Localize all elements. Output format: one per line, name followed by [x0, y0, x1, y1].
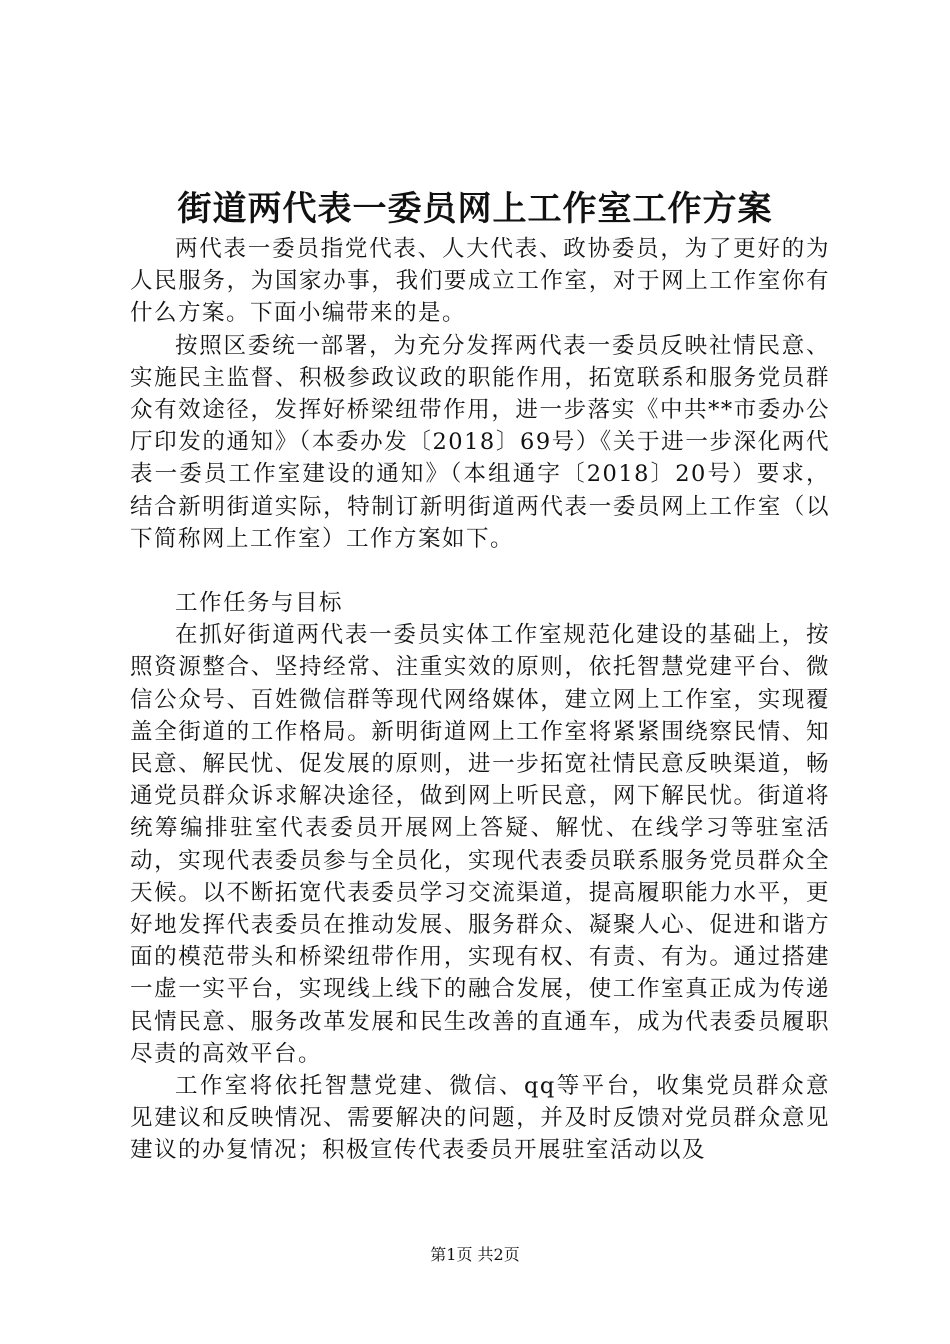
- paragraph-spacer: [130, 555, 830, 587]
- document-body: [130, 233, 830, 1167]
- deployment-paragraph: 按照区委统一部署，为充分发挥两代表一委员反映社情民意、实施民主监督、积极参政议政的职能作用，拓宽联系和服务党员群众有效途径，发挥好桥梁纽带作用，进一步落实《中共**市委办公厅印发的通知》（本委办发〔2018〕69号）《关于进一步深化两代表一委员工作室建设的通知》（本组通字〔2018〕20号）要求，结合新明街道实际，特制订新明街道两代表一委员网上工作室（以下简称网上工作室）工作方案如下。: [130, 332, 830, 552]
- intro-paragraph: 两代表一委员指党代表、人大代表、政协委员，为了更好的为人民服务，为国家办事，我们要成立工作室，对于网上工作室你有什么方案。下面小编带来的是。: [130, 236, 830, 327]
- tasks-paragraph: 在抓好街道两代表一委员实体工作室规范化建设的基础上，按照资源整合、坚持经常、注重实效的原则，依托智慧党建平台、微信公众号、百姓微信群等现代网络媒体，建立网上工作室，实现覆盖全街道的工作格局。新明街道网上工作室将紧紧围绕察民情、知民意、解民忧、促发展的原则，进一步拓宽社情民意反映渠道，畅通党员群众诉求解决途径，做到网上听民意，网下解民忧。街道将统筹编排驻室代表委员开展网上答疑、解忧、在线学习等驻室活动，实现代表委员参与全员化，实现代表委员联系服务党员群众全天候。以不断拓宽代表委员学习交流渠道，提高履职能力水平，更好地发挥代表委员在推动发展、服务群众、凝聚人心、促进和谐方面的模范带头和桥梁纽带作用，实现有权、有责、有为。通过搭建一虚一实平台，实现线上线下的融合发展，使工作室真正成为传递民情民意、服务改革发展和民生改善的直通车，成为代表委员履职尽责的高效平台。: [130, 622, 830, 1067]
- page-number: 第1页 共2页: [430, 1245, 520, 1264]
- document-title: 街道两代表一委员网上工作室工作方案: [177, 189, 773, 229]
- section-heading: 工作任务与目标: [175, 590, 344, 617]
- platform-paragraph: 工作室将依托智慧党建、微信、qq等平台，收集党员群众意见建议和反映情况、需要解决的问题，并及时反馈对党员群众意见建议的办复情况；积极宣传代表委员开展驻室活动以及: [130, 1073, 830, 1164]
